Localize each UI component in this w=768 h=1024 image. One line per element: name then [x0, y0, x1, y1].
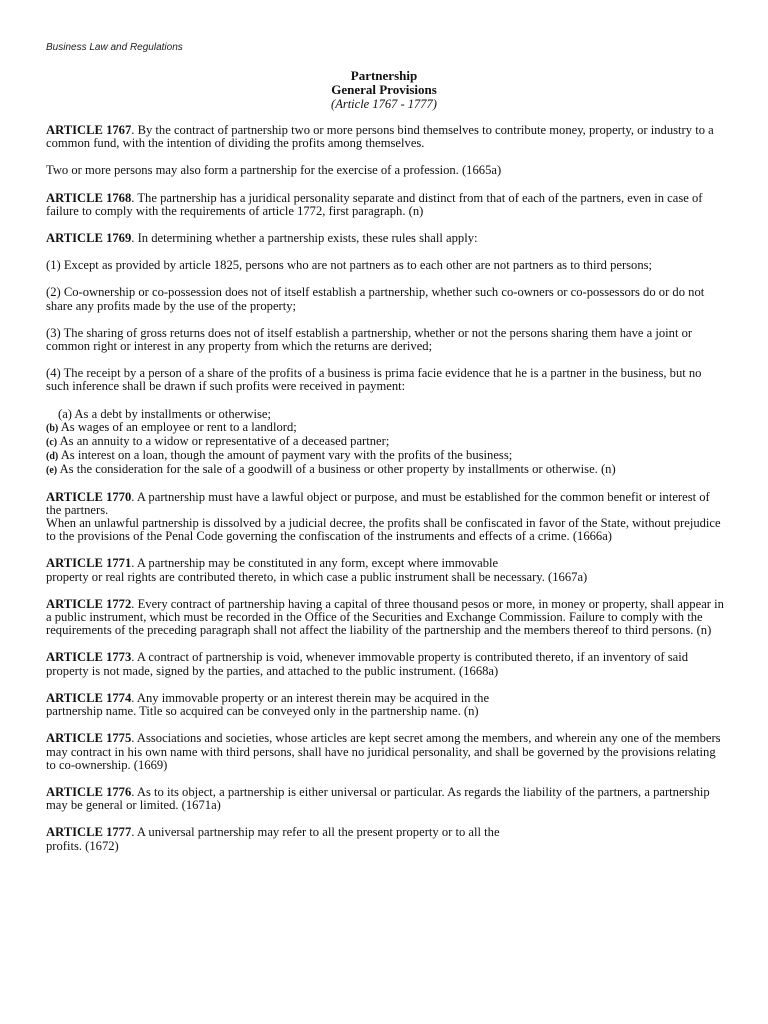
article-text-continued: When an unlawful partnership is dissolved by a judicial decree, the profits shall be confiscated in favor of the State, without prejudice to the provisions of the Penal Code governing the confiscation of the instruments and effects of a crime. (1666a) — [46, 516, 721, 544]
sub-item-a: (a) As a debt by installments or otherwise; — [58, 406, 271, 421]
article-1772 — [46, 598, 726, 638]
article-1770 — [46, 491, 726, 544]
sub-item-d — [46, 449, 726, 463]
title-line-2: General Provisions — [331, 82, 437, 97]
rule-2: (2) Co-ownership or co-possession does not of itself establish a partnership, whether such co-owners or co-possessors do or do not share any profits made by the use of the property; — [46, 285, 705, 313]
article-1776 — [46, 786, 726, 812]
article-1767 — [46, 124, 726, 150]
article-text: . By the contract of partnership two or more persons bind themselves to contribute money, property, or industry to a common fund, with the intention of dividing the profits among themselves. — [46, 123, 714, 151]
article-text: . Every contract of partnership having a capital of three thousand pesos or more, in money or property, shall appear in a public instrument, which must be recorded in the Office of the Securities and Exchange Commission. Failure to comply with the requirements of the preceding paragraph shall not affect the liability of the partnership and the members thereof to third persons. (n) — [46, 596, 724, 638]
article-text: . A universal partnership may refer to all the present property or to all the — [131, 825, 500, 840]
article-1769 — [46, 232, 726, 245]
article-heading: ARTICLE 1774 — [46, 690, 132, 705]
article-text: . The partnership has a juridical personality separate and distinct from that of each of the partners, even in case of failure to comply with the requirements of article 1772, first paragraph. (n) — [46, 190, 703, 218]
article-heading: ARTICLE 1767 — [46, 123, 132, 137]
article-heading: ARTICLE 1769 — [46, 231, 132, 246]
sub-text: As interest on a loan, though the amount of payment vary with the profits of the business; — [58, 448, 513, 463]
article-heading: ARTICLE 1775 — [46, 731, 132, 746]
rule-4: (4) The receipt by a person of a share of the profits of a business is prima facie evidence that he is a partner in the business, but no such inference shall be drawn if such profits were received in payment: — [46, 366, 702, 394]
rule-1: (1) Except as provided by article 1825, persons who are not partners as to each other are not partners as to third persons; — [46, 258, 653, 273]
article-1771 — [46, 557, 726, 583]
sub-item-e — [46, 463, 726, 477]
document-title — [0, 69, 768, 111]
article-heading: ARTICLE 1768 — [46, 190, 132, 205]
sub-label: (d) — [46, 451, 59, 463]
article-heading: ARTICLE 1770 — [46, 489, 132, 504]
article-heading: ARTICLE 1772 — [46, 596, 132, 611]
sub-item-b — [46, 421, 726, 435]
rule-4-sub-list — [46, 408, 726, 478]
sub-item-c — [46, 435, 726, 449]
document-body — [46, 124, 726, 867]
sub-text: As an annuity to a widow or representative of a deceased partner; — [57, 434, 390, 449]
article-1774 — [46, 692, 726, 718]
article-heading: ARTICLE 1777 — [46, 825, 132, 840]
article-heading: ARTICLE 1776 — [46, 784, 132, 799]
article-1767-paragraph-2: Two or more persons may also form a partnership for the exercise of a profession. (1665a) — [46, 163, 502, 178]
title-line-3: (Article 1767 - 1777) — [331, 97, 437, 111]
title-line-1: Partnership — [350, 68, 418, 83]
article-text: . A partnership may be constituted in any form, except where immovable — [131, 556, 499, 571]
running-header: Business Law and Regulations — [46, 42, 183, 53]
sub-label: (c) — [46, 437, 58, 449]
article-heading: ARTICLE 1771 — [46, 556, 132, 571]
article-text: . Any immovable property or an interest therein may be acquired in the — [131, 690, 490, 705]
article-text: . As to its object, a partnership is either universal or particular. As regards the liability of the partners, a partnership may be general or limited. (1671a) — [46, 784, 710, 813]
article-text-continued: partnership name. Title so acquired can be conveyed only in the partnership name. (n) — [46, 704, 479, 719]
article-text-continued: property or real rights are contributed thereto, in which case a public instrument shall be necessary. (1667a) — [46, 569, 588, 584]
sub-label: (b) — [46, 422, 59, 434]
article-heading: ARTICLE 1773 — [46, 650, 132, 665]
article-1777 — [46, 826, 726, 852]
article-1775 — [46, 732, 726, 772]
article-text: . Associations and societies, whose articles are kept secret among the members, and wherein any one of the members may contract in his own name with third persons, shall have no juridical personality, and shall be governed by the provisions relating to co-ownership. (1669) — [46, 731, 721, 772]
article-1773 — [46, 651, 726, 677]
rule-3: (3) The sharing of gross returns does not of itself establish a partnership, whether or not the persons sharing them have a joint or common right or interest in any property from which the returns are derived; — [46, 325, 693, 354]
sub-text: As the consideration for the sale of a goodwill of a business or other property by installments or otherwise. (n) — [57, 462, 616, 477]
article-text: . In determining whether a partnership exists, these rules shall apply: — [131, 231, 478, 246]
article-text: . A partnership must have a lawful object or purpose, and must be established for the common benefit or interest of the partners. — [46, 489, 710, 517]
sub-text: As wages of an employee or rent to a landlord; — [58, 419, 297, 434]
article-text: . A contract of partnership is void, whenever immovable property is contributed thereto, if an inventory of said property is not made, signed by the parties, and attached to the public instrument. (1668a) — [46, 650, 689, 678]
sub-label: (e) — [46, 465, 58, 477]
article-text-continued: profits. (1672) — [46, 838, 119, 853]
article-1768 — [46, 192, 726, 218]
